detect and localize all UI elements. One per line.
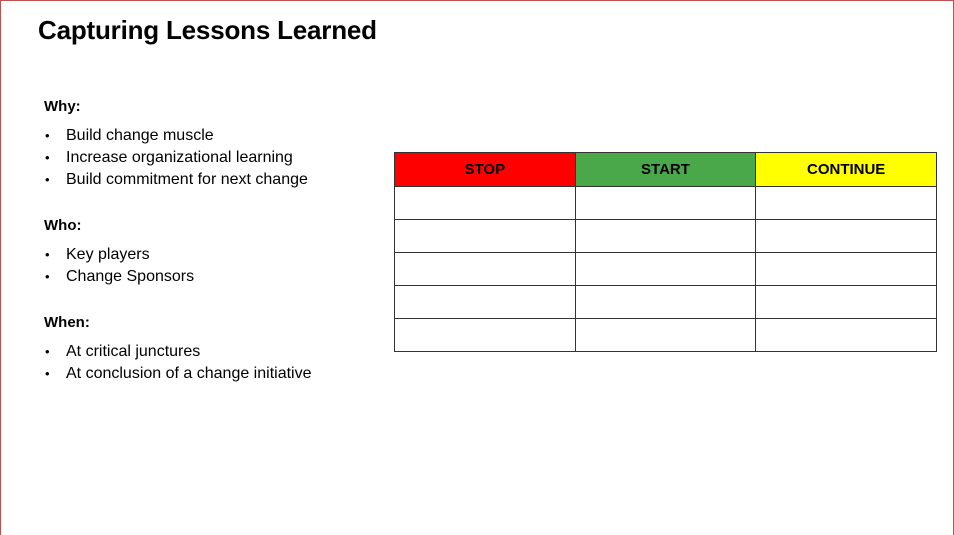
stop-start-continue-table [394, 152, 937, 352]
table-row [395, 220, 937, 253]
table-cell [395, 253, 576, 286]
section-why [44, 98, 308, 191]
bullet-text: At critical junctures [66, 343, 201, 360]
table-row [395, 286, 937, 319]
section-heading: Why: [44, 98, 81, 115]
table-row [395, 253, 937, 286]
bullet-icon: • [45, 128, 50, 143]
bullet-icon: • [45, 366, 50, 381]
table-cell [575, 286, 756, 319]
bullet-icon: • [45, 172, 50, 187]
bullet-text: Build change muscle [66, 127, 214, 144]
table-row [395, 319, 937, 352]
table-row [395, 187, 937, 220]
bullet-icon: • [45, 247, 50, 262]
table-header-row [395, 153, 937, 187]
bullet-list [44, 125, 308, 191]
section-when [44, 314, 311, 385]
column-header-continue: CONTINUE [756, 153, 937, 187]
column-header-stop: STOP [395, 153, 576, 187]
bullet-item [44, 125, 308, 147]
bullet-item [44, 341, 311, 363]
table-cell [756, 319, 937, 352]
bullet-item [44, 244, 194, 266]
section-heading: When: [44, 314, 90, 331]
table-cell [395, 220, 576, 253]
bullet-icon: • [45, 269, 50, 284]
table-cell [575, 319, 756, 352]
bullet-text: At conclusion of a change initiative [66, 365, 312, 382]
section-who [44, 217, 194, 288]
table-cell [756, 286, 937, 319]
table-cell [575, 253, 756, 286]
bullet-text: Increase organizational learning [66, 149, 293, 166]
bullet-item [44, 169, 308, 191]
bullet-text: Build commitment for next change [66, 171, 308, 188]
table-cell [395, 286, 576, 319]
bullet-list [44, 341, 311, 385]
slide-title: Capturing Lessons Learned [38, 15, 377, 45]
column-header-start: START [575, 153, 756, 187]
table-cell [575, 220, 756, 253]
bullet-item [44, 363, 311, 385]
bullet-text: Key players [66, 246, 150, 263]
bullet-icon: • [45, 150, 50, 165]
table-cell [395, 187, 576, 220]
table-cell [756, 253, 937, 286]
table-cell [575, 187, 756, 220]
table-cell [756, 187, 937, 220]
section-heading: Who: [44, 217, 82, 234]
bullet-icon: • [45, 344, 50, 359]
table-cell [395, 319, 576, 352]
bullet-item [44, 266, 194, 288]
table-cell [756, 220, 937, 253]
bullet-text: Change Sponsors [66, 268, 195, 285]
bullet-list [44, 244, 194, 288]
bullet-item [44, 147, 308, 169]
